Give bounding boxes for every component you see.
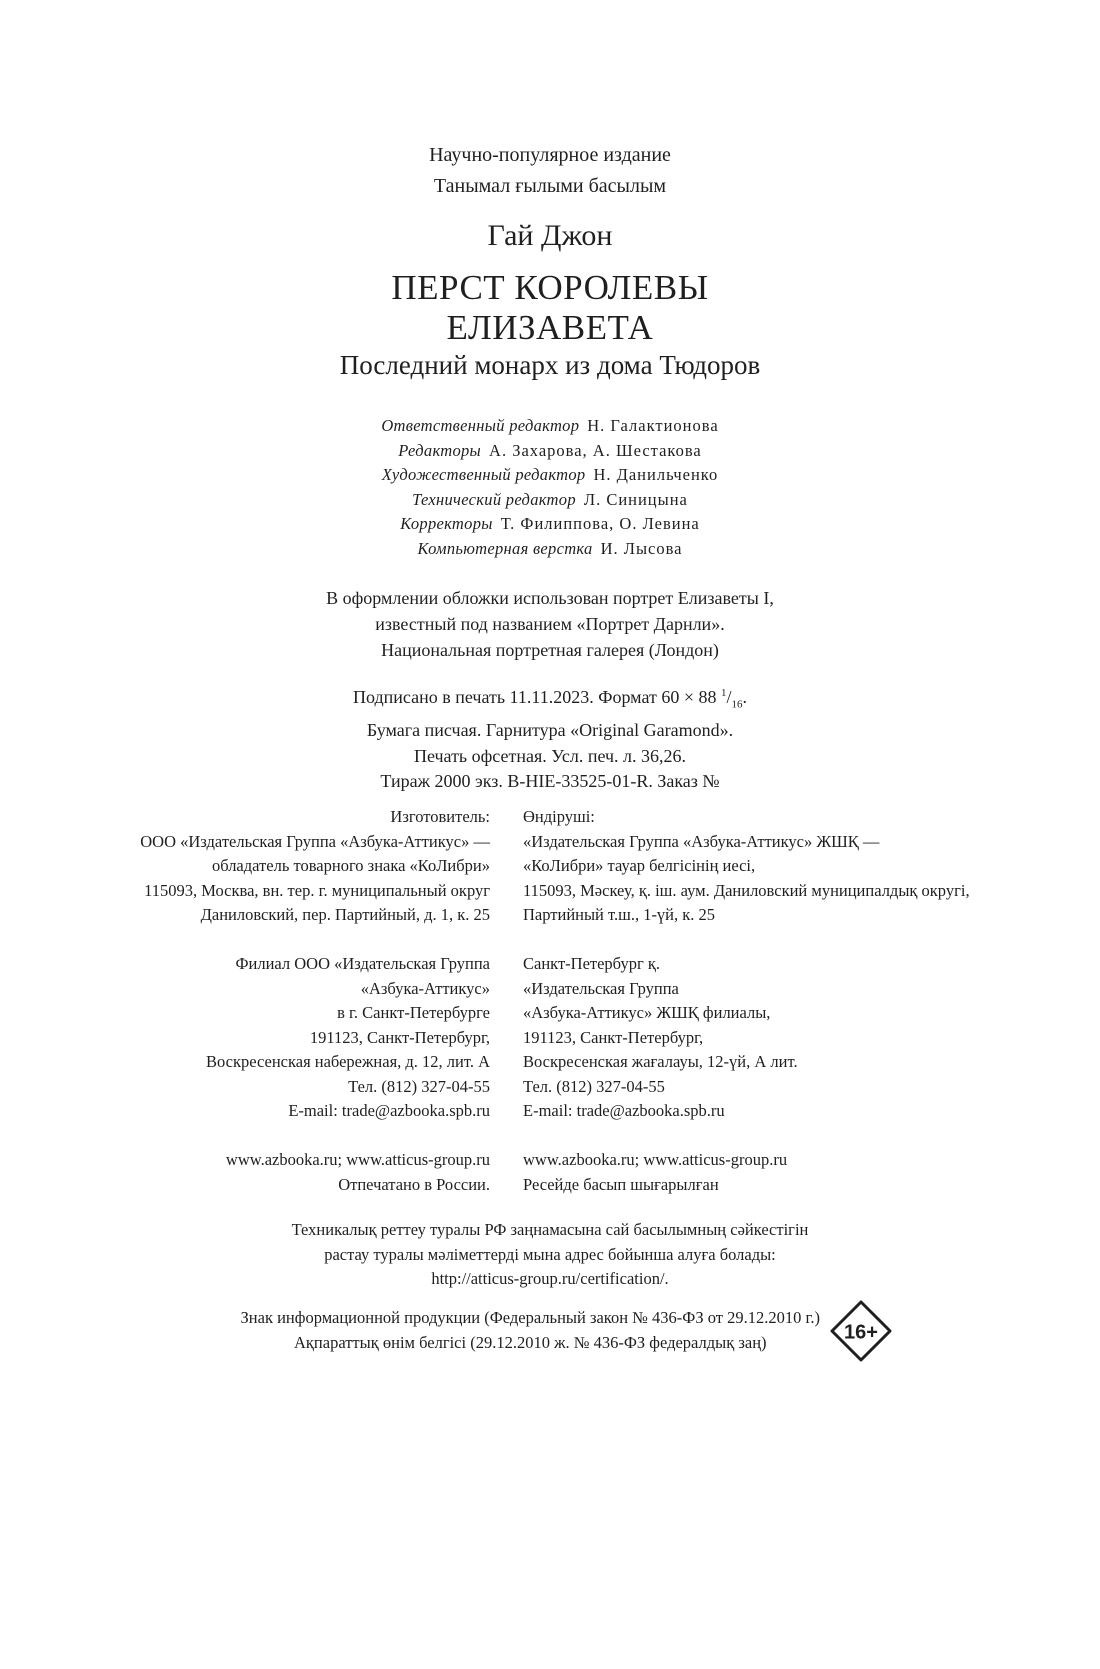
printed-in-kz: Ресейде басып шығарылған	[523, 1174, 719, 1194]
print-format-text: Подписано в печать 11.11.2023. Формат 60 × 88	[353, 687, 717, 707]
web-ru-links: www.azbooka.ru; www.atticus-group.ru	[225, 1150, 490, 1169]
print-format-suffix: .	[742, 687, 747, 707]
branch-ru-line: Воскресенская набережная, д. 12, лит. А	[205, 1052, 490, 1071]
age-rating-diamond-icon	[830, 1300, 892, 1362]
credit-name: И. Лысова	[600, 538, 683, 558]
print-info	[0, 681, 1100, 795]
cover-note-line: Национальная портретная галерея (Лондон)	[381, 640, 719, 660]
credit-role: Ответственный редактор	[381, 416, 580, 435]
genre-block	[0, 140, 1100, 202]
manufacturer-kz-line: 115093, Мәскеу, қ. іш. аум. Даниловский муниципалдық округі,	[523, 880, 970, 900]
branch-kz-line: Санкт-Петербург қ.	[523, 954, 660, 973]
credit-line	[0, 439, 1100, 464]
credit-line	[0, 463, 1100, 488]
cover-note	[0, 585, 1100, 663]
manufacturer-ru-line: 115093, Москва, вн. тер. г. муниципальный округ	[144, 880, 490, 900]
credit-name: Н. Галактионова	[587, 416, 719, 435]
genre-kz: Танымал ғылыми басылым	[433, 175, 667, 197]
branch-kz-line: 191123, Санкт-Петербург,	[523, 1027, 704, 1047]
credit-name: Н. Данильченко	[593, 465, 719, 484]
print-info-line: Подписано в печать 11.11.2023. Формат 60 × 88 $^1/_{16}$.	[353, 687, 747, 711]
branch-kz-line: «Азбука-Аттикус» ЖШҚ филиалы,	[523, 1003, 771, 1022]
credit-name: Л. Синицына	[583, 489, 688, 509]
branch-ru-line: в г. Санкт-Петербурге	[337, 1003, 490, 1022]
title-line-1: ПЕРСТ КОРОЛЕВЫ	[391, 268, 709, 307]
spacer	[140, 928, 490, 953]
format-numerator: 1	[720, 687, 727, 699]
credit-role: Корректоры	[400, 514, 493, 533]
branch-kz-phone: Тел. (812) 327-04-55	[523, 1076, 665, 1096]
print-info-line: Бумага писчая. Гарнитура «Original Garamond».	[366, 720, 734, 741]
author-name: Гай Джон	[487, 219, 613, 252]
credit-line	[0, 414, 1100, 439]
credit-role: Компьютерная верстка	[417, 538, 593, 558]
certification-note	[0, 1218, 1100, 1292]
credit-role: Редакторы	[398, 440, 482, 460]
publisher-column-kz	[523, 805, 970, 1197]
branch-kz-line: «Издательская Группа	[523, 978, 679, 998]
branch-ru-line: Филиал ООО «Издательская Группа	[235, 954, 490, 973]
branch-ru-phone: Тел. (812) 327-04-55	[348, 1076, 490, 1096]
branch-ru-line: «Азбука-Аттикус»	[360, 978, 490, 998]
web-kz-links: www.azbooka.ru; www.atticus-group.ru	[523, 1150, 788, 1169]
printed-in-ru: Отпечатано в России.	[338, 1174, 490, 1194]
manufacturer-ru-line: Изготовитель:	[390, 807, 490, 826]
manufacturer-kz-line: «Издательская Группа «Азбука-Аттикус» ЖШҚ —	[523, 831, 880, 851]
age-rating-label: 16+	[844, 1321, 878, 1344]
info-sign-line-ru: Знак информационной продукции (Федеральный закон № 436-ФЗ от 29.12.2010 г.)	[240, 1308, 820, 1327]
title-line-2: ЕЛИЗАВЕТА	[446, 308, 654, 347]
credit-role: Художественный редактор	[381, 465, 586, 484]
credit-line	[0, 537, 1100, 562]
spacer	[140, 1124, 490, 1149]
cover-note-line: В оформлении обложки использован портрет Елизаветы I,	[326, 588, 774, 608]
spacer	[523, 1124, 970, 1149]
branch-kz-line: Воскресенская жағалауы, 12-үй, А лит.	[523, 1052, 798, 1071]
manufacturer-ru-line: Даниловский, пер. Партийный, д. 1, к. 25	[200, 905, 490, 924]
certification-url: http://atticus-group.ru/certification/.	[431, 1269, 669, 1288]
credit-name: Т. Филиппова, О. Левина	[500, 514, 700, 533]
certification-line: растау туралы мәліметтерді мына адрес бойынша алуға болады:	[324, 1244, 776, 1264]
format-denominator: 16	[731, 698, 743, 711]
book-subtitle: Последний монарх из дома Тюдоров	[339, 350, 761, 380]
manufacturer-ru-line: обладатель товарного знака «КоЛибри»	[211, 856, 490, 875]
branch-ru-email: E-mail: trade@azbooka.spb.ru	[288, 1101, 490, 1120]
credit-name: А. Захарова, А. Шестакова	[489, 440, 702, 460]
manufacturer-kz-line: Партийный т.ш., 1-үй, к. 25	[523, 905, 716, 924]
age-rating-badge	[830, 1300, 892, 1362]
manufacturer-kz-line: Өндіруші:	[523, 807, 595, 826]
branch-kz-email: E-mail: trade@azbooka.spb.ru	[523, 1101, 725, 1120]
manufacturer-ru-line: ООО «Издательская Группа «Азбука-Аттикус» —	[140, 831, 490, 851]
certification-line: Техникалық реттеу туралы РФ заңнамасына сай басылымның сәйкестігін	[291, 1220, 809, 1239]
publisher-column-ru	[140, 805, 490, 1197]
print-info-line: Тираж 2000 экз. В-HIE-33525-01-R. Заказ №	[380, 771, 720, 792]
credit-line	[0, 488, 1100, 513]
genre-ru: Научно-популярное издание	[429, 144, 671, 166]
manufacturer-kz-line: «КоЛибри» тауар белгісінің иесі,	[523, 856, 756, 875]
spacer	[523, 928, 970, 953]
credit-line	[0, 512, 1100, 537]
book-title	[0, 268, 1100, 348]
info-sign-line-kz: Ақпараттық өнім белгісі (29.12.2010 ж. № 436-ФЗ федералдық заң)	[293, 1332, 767, 1352]
cover-note-line: известный под названием «Портрет Дарнли».	[375, 614, 725, 634]
branch-ru-line: 191123, Санкт-Петербург,	[309, 1027, 490, 1047]
info-sign-text	[241, 1306, 820, 1355]
credits-block	[0, 414, 1100, 561]
credit-role: Технический редактор	[412, 489, 576, 509]
print-info-line: Печать офсетная. Усл. печ. л. 36,26.	[413, 745, 687, 766]
